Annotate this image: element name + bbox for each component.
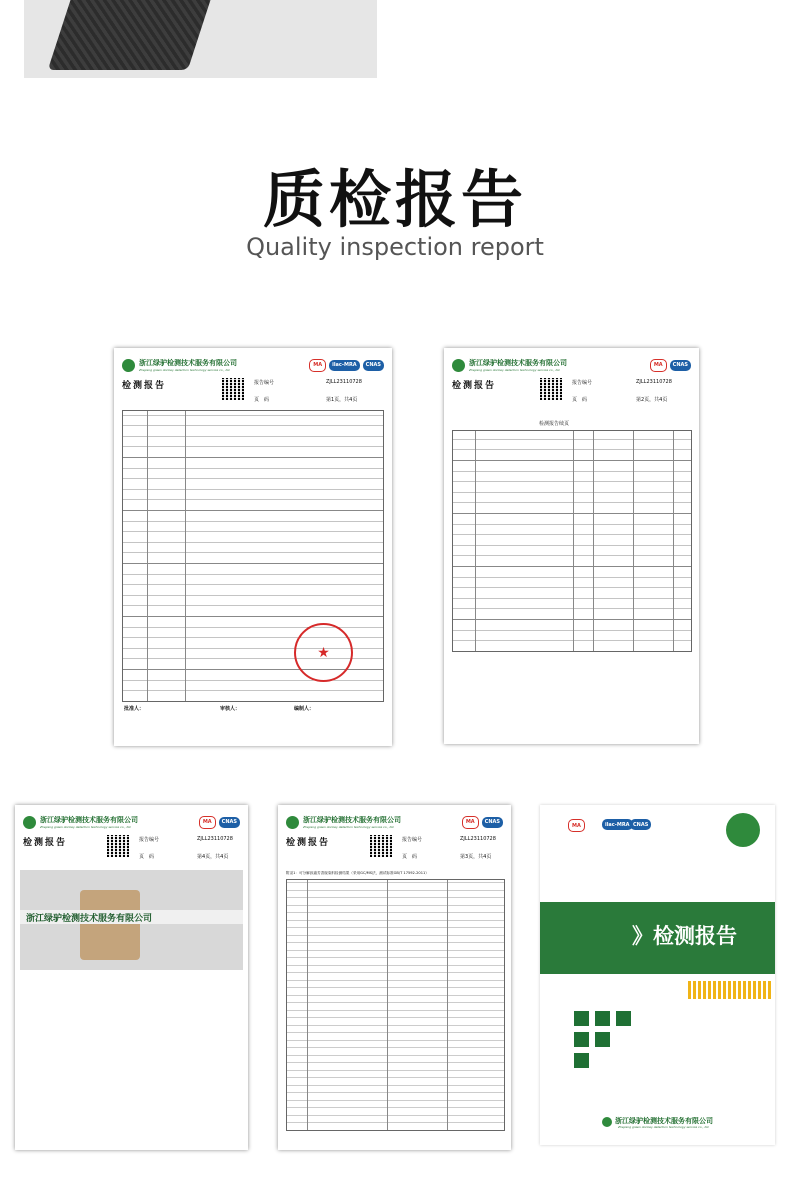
page-number: 第1页，共4页 bbox=[326, 397, 358, 403]
report-page-3[interactable] bbox=[278, 805, 511, 1150]
approver-label: 批准人： bbox=[124, 706, 145, 712]
cnas-mark-icon: CNAS bbox=[630, 819, 651, 830]
report-header bbox=[286, 811, 503, 833]
sample-photo bbox=[20, 870, 243, 970]
reviewer-label: 审核人： bbox=[220, 706, 241, 712]
company-name: 浙江绿驴检测技术服务有限公司 bbox=[469, 359, 567, 367]
report-page-2[interactable] bbox=[444, 348, 699, 744]
company-logo-icon bbox=[286, 816, 299, 829]
report-cover[interactable] bbox=[540, 805, 775, 1145]
qr-code bbox=[370, 835, 392, 857]
ma-mark-icon: MA bbox=[199, 816, 216, 829]
cover-company-name-en: Zhejiang green donkey detection technology service co., ltd. bbox=[618, 1125, 710, 1129]
company-name-en: Zhejiang green donkey detection technology service co., ltd. bbox=[469, 368, 561, 372]
company-name: 浙江绿驴检测技术服务有限公司 bbox=[139, 359, 237, 367]
company-name-en: Zhejiang green donkey detection technology service co., ltd. bbox=[303, 825, 395, 829]
company-logo-icon bbox=[122, 359, 135, 372]
report-page-1[interactable] bbox=[114, 348, 392, 746]
company-logo-icon bbox=[452, 359, 465, 372]
page-label: 页 码 bbox=[254, 397, 270, 403]
report-title: 检测报告 bbox=[23, 838, 68, 848]
product-strap bbox=[48, 0, 220, 70]
page-label: 页 码 bbox=[139, 854, 155, 860]
decorative-square bbox=[595, 1011, 610, 1026]
results-table bbox=[452, 430, 692, 652]
page-title: 质检报告 bbox=[262, 163, 527, 236]
report-number-label: 报告编号 bbox=[402, 837, 423, 843]
company-name: 浙江绿驴检测技术服务有限公司 bbox=[303, 816, 401, 824]
decorative-square bbox=[574, 1053, 589, 1068]
donkey-logo-icon bbox=[726, 813, 760, 847]
company-name-en: Zhejiang green donkey detection technology service co., ltd. bbox=[40, 825, 132, 829]
decorative-pattern bbox=[688, 981, 773, 999]
report-title: 检测报告 bbox=[452, 381, 497, 391]
report-number-label: 报告编号 bbox=[572, 380, 593, 386]
decorative-square bbox=[574, 1032, 589, 1047]
qr-code bbox=[107, 835, 129, 857]
official-stamp bbox=[294, 623, 353, 682]
page-number: 第2页，共4页 bbox=[636, 397, 668, 403]
decorative-square bbox=[574, 1011, 589, 1026]
ilac-mark-icon: ilac-MRA bbox=[602, 819, 633, 830]
report-header bbox=[452, 354, 691, 376]
cnas-mark-icon: CNAS bbox=[670, 360, 691, 371]
cover-company-name: 浙江绿驴检测技术服务有限公司 bbox=[615, 1117, 713, 1125]
page-label: 页 码 bbox=[402, 854, 418, 860]
report-number: ZJLL23110728 bbox=[197, 836, 233, 842]
cnas-mark-icon: CNAS bbox=[219, 817, 240, 828]
page-subtitle: Quality inspection report bbox=[246, 233, 544, 261]
sample-roll bbox=[80, 890, 140, 960]
appendix-table bbox=[286, 879, 505, 1131]
report-title: 检测报告 bbox=[286, 838, 331, 848]
report-number: ZJLL23110728 bbox=[636, 379, 672, 385]
company-name: 浙江绿驴检测技术服务有限公司 bbox=[40, 816, 138, 824]
editor-label: 编制人： bbox=[294, 706, 315, 712]
continuation-heading: 检测报告续页 bbox=[539, 421, 570, 427]
report-page-4[interactable] bbox=[15, 805, 248, 1150]
company-name-en: Zhejiang green donkey detection technology service co., ltd. bbox=[139, 368, 231, 372]
appendix-heading: 附录1：可分解致癌芳香胺染料检测结果（采用GC/MS法，测试标准GB/T 17592-2011） bbox=[286, 871, 429, 875]
qr-code bbox=[222, 378, 244, 400]
cnas-mark-icon: CNAS bbox=[482, 817, 503, 828]
report-header bbox=[23, 811, 240, 833]
product-photo bbox=[24, 0, 377, 78]
ma-mark-icon: MA bbox=[462, 816, 479, 829]
report-header bbox=[122, 354, 384, 376]
report-number: ZJLL23110728 bbox=[460, 836, 496, 842]
page-number: 第4页，共4页 bbox=[197, 854, 229, 860]
report-number-label: 报告编号 bbox=[139, 837, 160, 843]
cnas-mark-icon: CNAS bbox=[363, 360, 384, 371]
page-label: 页 码 bbox=[572, 397, 588, 403]
cover-title: 》检测报告 bbox=[632, 924, 737, 948]
ilac-mark-icon: ilac-MRA bbox=[329, 360, 360, 371]
decorative-square bbox=[616, 1011, 631, 1026]
ma-mark-icon: MA bbox=[650, 359, 667, 372]
report-number-label: 报告编号 bbox=[254, 380, 275, 386]
page-number: 第3页，共4页 bbox=[460, 854, 492, 860]
ma-mark-icon: MA bbox=[568, 819, 585, 832]
company-logo-icon bbox=[23, 816, 36, 829]
qr-code bbox=[540, 378, 562, 400]
decorative-square bbox=[595, 1032, 610, 1047]
report-number: ZJLL23110728 bbox=[326, 379, 362, 385]
report-title: 检测报告 bbox=[122, 381, 167, 391]
sample-label: 浙江绿驴检测技术服务有限公司 bbox=[20, 910, 243, 924]
company-logo-icon bbox=[602, 1117, 612, 1127]
ma-mark-icon: MA bbox=[309, 359, 326, 372]
